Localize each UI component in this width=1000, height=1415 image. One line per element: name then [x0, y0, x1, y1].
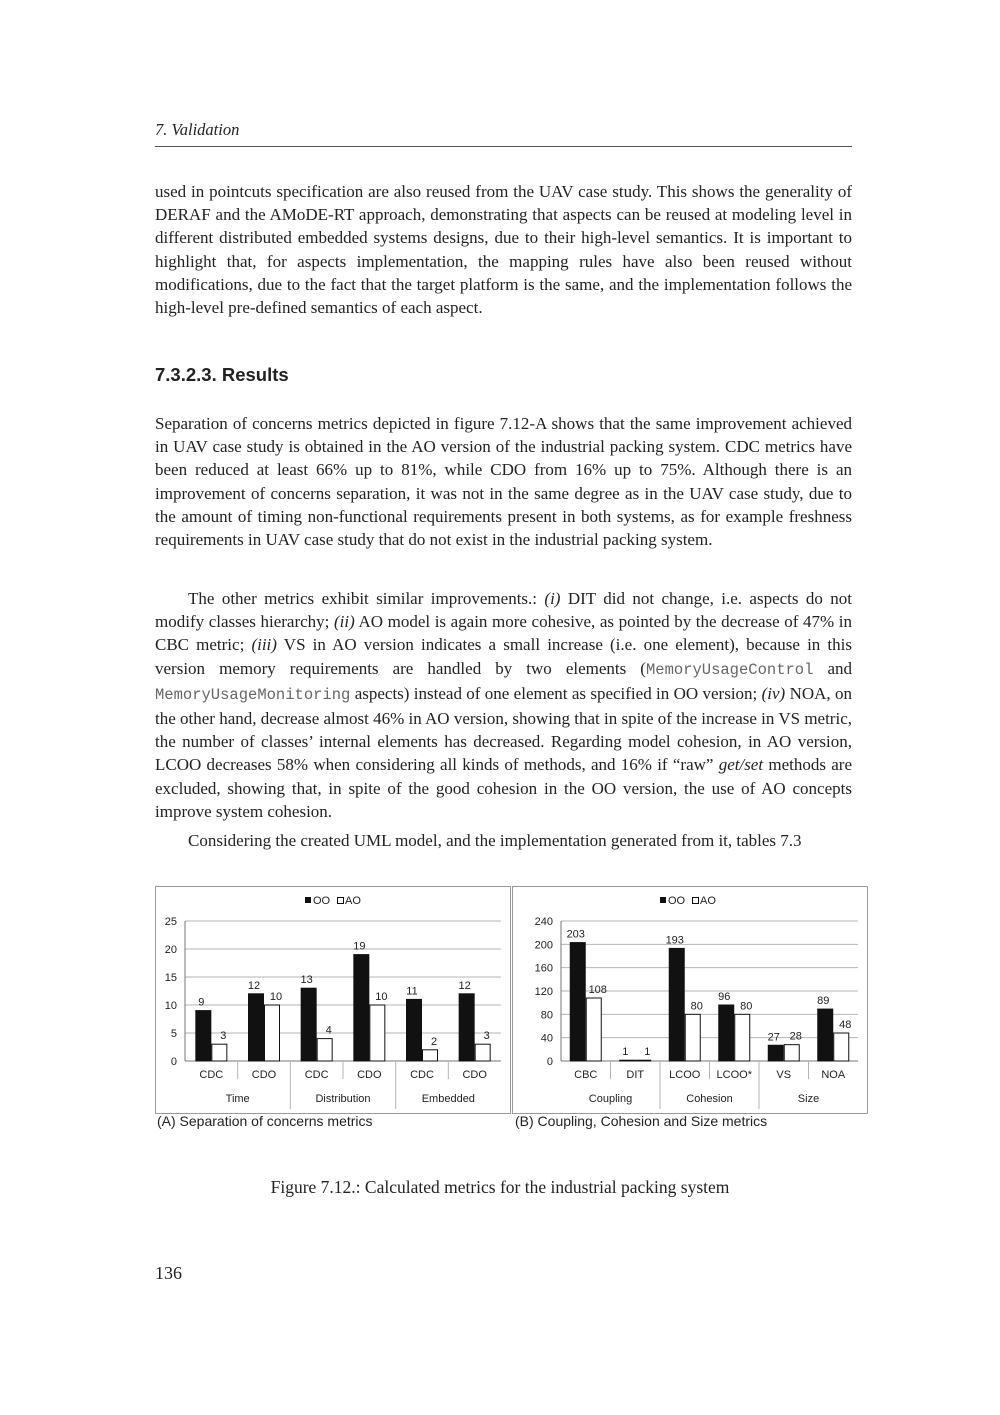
chart-a-bar-ao: [212, 1044, 227, 1061]
chart-b-category-label: DIT: [626, 1069, 645, 1081]
text-run: NOA, on the other hand, decrease almost 46% in AO version, showing that in spite of the increase in VS metric, the number of classes’ internal elements has decreased. Regarding model cohesion, in AO version, LCOO decreases 58% when considering all kinds of methods, and 16% if “raw”: [155, 683, 852, 775]
chart-a-bar-oo: [407, 999, 422, 1061]
chart-a-data-label: 3: [220, 1030, 227, 1043]
chart-b-data-label: 27: [767, 1031, 780, 1044]
paragraph-other-metrics: [155, 587, 852, 823]
chart-b-bar-oo: [669, 948, 684, 1061]
chart-b-category-label: LCOO*: [716, 1069, 752, 1081]
chart-a-bar-ao: [317, 1039, 332, 1061]
chart-a-category-label: CDC: [304, 1069, 329, 1081]
paragraph-separation-results: Separation of concerns metrics depicted in figure 7.12-A shows that the same improvement achieved in UAV case study is obtained in the AO version of the industrial packing system. CDC metrics have been reduced at least 66% up to 81%, while CDO from 16% up to 75%. Although there is an improvement of concerns separation, it was not in the same degree as in the UAV case study, due to the amount of timing non-functional requirements present in both systems, as for example freshness requirements in UAV case study that do not exist in the industrial packing system.: [155, 414, 852, 550]
chart-b-bar-oo: [570, 943, 585, 1061]
chart-b-data-label: 108: [588, 984, 607, 996]
chart-b-data-label: 80: [740, 1000, 753, 1013]
chart-b-data-label: 80: [690, 1000, 703, 1013]
chart-a-data-label: 9: [198, 996, 205, 1009]
chart-b-bar-ao: [834, 1033, 849, 1061]
chart-a-tick-label: 0: [170, 1056, 177, 1068]
chart-b-data-label: 193: [665, 934, 684, 947]
section-title: 7.3.2.3. Results: [155, 364, 289, 385]
chart-a-bar-oo: [249, 994, 264, 1061]
chart-b-tick-label: 200: [534, 939, 553, 952]
running-header: 7. Validation: [155, 120, 240, 139]
code-memory-usage-control: MemoryUsageControl: [645, 660, 814, 679]
chart-b-tick-label: 160: [534, 962, 553, 975]
chart-a-legend-oo-swatch: [305, 897, 311, 903]
chart-b-group-label: Cohesion: [686, 1093, 733, 1105]
chart-a-category-label: CDO: [251, 1069, 277, 1081]
code-memory-usage-monitoring: MemoryUsageMonitoring: [155, 685, 351, 704]
chart-a-legend-ao-swatch: [338, 898, 344, 904]
chart-b-legend-oo-swatch: [660, 897, 666, 903]
text-run: DIT did not change, i.e. aspects do not modify classes hierarchy;: [155, 589, 852, 632]
chart-b-category-label: VS: [776, 1069, 792, 1081]
chart-b-data-label: 89: [817, 995, 830, 1008]
chart-b-group-label: Coupling: [588, 1093, 633, 1105]
chart-b-group-label: Size: [797, 1093, 820, 1105]
text-run: AO model is again more cohesive, as pointed by the decrease of 47% in CBC metric;: [155, 612, 853, 655]
chart-a-group-label: Embedded: [421, 1093, 475, 1105]
chart-b-data-label: 96: [718, 991, 731, 1003]
chart-b-data-label: 1: [644, 1046, 651, 1059]
figure-metrics: [155, 886, 869, 1114]
chart-a-data-label: 19: [353, 940, 366, 953]
chart-a-data-label: 12: [458, 979, 471, 992]
chart-a-category-label: CDO: [357, 1069, 382, 1081]
text-run: aspects) instead of one element as specified in OO version;: [350, 683, 762, 703]
chart-b-bar-oo: [620, 1060, 635, 1061]
chart-b-tick-label: 80: [540, 1009, 553, 1022]
metrics-charts: [155, 886, 869, 1114]
paragraph-uml-model: Considering the created UML model, and the implementation generated from it, tables 7.3: [188, 831, 802, 850]
chart-b-legend-oo: OO: [668, 895, 686, 907]
chart-a-tick-label: 20: [164, 944, 177, 956]
enum-ii: (ii): [334, 612, 355, 632]
chart-a-bar-oo: [459, 994, 474, 1061]
enum-iv: (iv): [761, 683, 786, 703]
chart-a-legend-oo: OO: [313, 895, 331, 907]
chart-a-data-label: 4: [325, 1024, 332, 1037]
chart-a-category-label: CDC: [410, 1069, 434, 1081]
chart-a-bar-oo: [301, 988, 316, 1061]
chart-b-bar-oo: [768, 1045, 783, 1061]
chart-a-tick-label: 10: [164, 1000, 177, 1012]
chart-b-tick-label: 240: [534, 916, 553, 928]
chart-a-bar-ao: [475, 1044, 490, 1061]
page-number: 136: [155, 1263, 182, 1283]
enum-iii: (iii): [251, 635, 277, 655]
chart-a-bar-ao: [370, 1005, 385, 1061]
chart-a-tick-label: 25: [164, 916, 177, 928]
chart-a-group-label: Distribution: [315, 1093, 371, 1105]
chart-b-bar-ao: [636, 1060, 651, 1061]
subcaption-b: (B) Coupling, Cohesion and Size metrics: [515, 1113, 768, 1129]
chart-a-data-label: 2: [430, 1035, 438, 1048]
chart-a-tick-label: 15: [164, 972, 177, 984]
chart-a-data-label: 13: [300, 974, 313, 987]
chart-a-data-label: 10: [375, 991, 388, 1003]
text-run: methods are excluded, showing that, in spite of the good cohesion in the OO version, the use of AO concepts improve system cohesion.: [155, 755, 852, 821]
chart-b-bar-ao: [735, 1014, 750, 1061]
chart-a-bar-oo: [196, 1011, 211, 1061]
chart-a-group-label: Time: [225, 1093, 250, 1105]
paragraph-reuse: used in pointcuts specification are also reused from the UAV case study. This shows the generality of DERAF and the AMoDE-RT approach, demonstrating that aspects can be reused at modeling level in different distributed embedded systems designs, due to their high-level semantics. It is important to highlight that, for aspects implementation, the mapping rules have also been reused without modifications, due to the fact that the target platform is the same, and the implementation follows the high-level pre-defined semantics of each aspect.: [155, 182, 852, 318]
chart-b-legend-ao-swatch: [693, 898, 699, 904]
chart-a-data-label: 3: [483, 1030, 490, 1043]
chart-b-legend-ao: AO: [700, 895, 716, 907]
text-run: The other metrics exhibit similar improvements.:: [188, 589, 545, 608]
text-run: and: [813, 658, 852, 678]
chart-b-bar-ao: [784, 1045, 799, 1061]
chart-a-data-label: 11: [406, 985, 418, 998]
chart-b-bar-oo: [818, 1009, 833, 1061]
chart-b-bar-ao: [586, 998, 601, 1061]
chart-a-tick-label: 5: [170, 1028, 177, 1040]
chart-b-bar-oo: [719, 1005, 734, 1061]
chart-a-data-label: 10: [269, 991, 283, 1003]
chart-b-category-label: LCOO: [669, 1069, 701, 1081]
chart-a-category-label: CDO: [462, 1069, 487, 1081]
chart-b-category-label: CBC: [574, 1069, 598, 1081]
chart-b-tick-label: 40: [540, 1032, 553, 1045]
chart-a-legend-ao: AO: [345, 895, 361, 907]
chart-b-data-label: 203: [566, 928, 585, 941]
enum-i: (i): [544, 589, 561, 608]
figure-caption: Figure 7.12.: Calculated metrics for the industrial packing system: [270, 1177, 730, 1197]
chart-b-category-label: NOA: [821, 1069, 846, 1081]
text-run: VS in AO version indicates a small increase (i.e. one element), because in this version memory requirements are handled by two elements (: [155, 635, 852, 678]
subcaption-a: (A) Separation of concerns metrics: [157, 1113, 373, 1129]
chart-a-bar-ao: [423, 1050, 438, 1061]
chart-a-bar-ao: [265, 1005, 280, 1061]
chart-a-bar-oo: [354, 955, 369, 1061]
chart-b-bar-ao: [685, 1014, 700, 1061]
emphasis-get-set: get/set: [718, 755, 764, 775]
chart-a-category-label: CDC: [199, 1069, 224, 1081]
chart-b-tick-label: 0: [546, 1056, 553, 1068]
chart-a-data-label: 12: [247, 979, 261, 992]
chart-b-data-label: 1: [622, 1046, 629, 1059]
chart-b-tick-label: 120: [534, 986, 553, 998]
header-rule: [155, 146, 852, 147]
chart-b-data-label: 48: [839, 1019, 852, 1031]
chart-b-data-label: 28: [789, 1030, 802, 1043]
